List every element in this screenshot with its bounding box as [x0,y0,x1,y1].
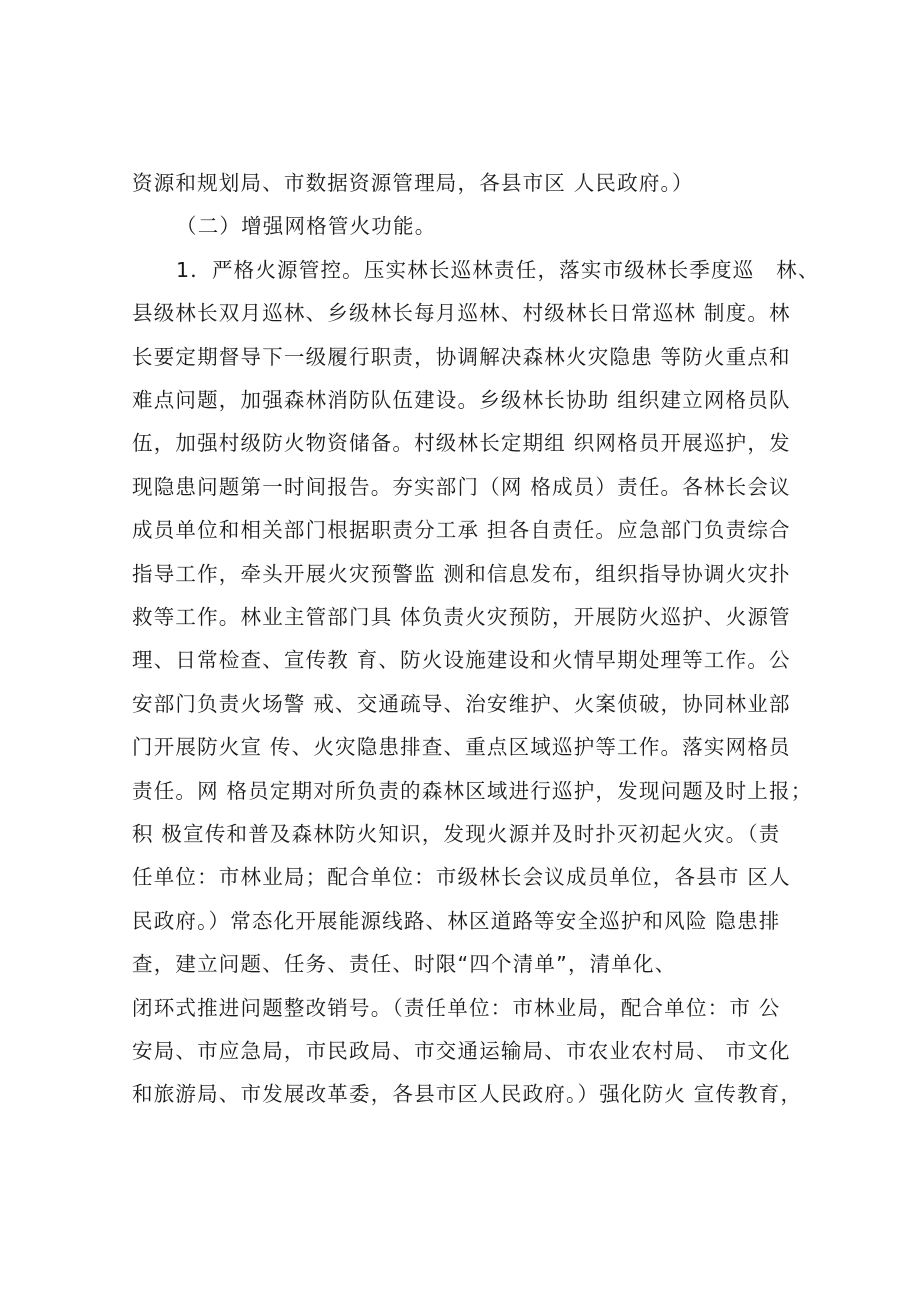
text-line: 救等工作。林业主管部门具 体负责火灾预防，开展防火巡护、火源管 [132,605,791,629]
text-line: 现隐患问题第一时间报告。夯实部门（网 格成员）责任。各林长会议 [132,475,791,499]
text-line: 安局、市应急局，市民政局、市交通运输局、市农业农村局、 市文化 [132,1039,791,1063]
text-line: 和旅游局、市发展改革委，各县市区人民政府。）强化防火 宣传教育， [132,1082,803,1106]
text-line: 查，建立问题、任务、责任、时限“四个清单”，清单化、 [132,952,677,976]
text-line: 县级林长双月巡林、乡级林长每月巡林、村级林长日常巡林 制度。林 [132,301,791,325]
section-heading: （二）增强网格管火功能。 [176,214,437,238]
text-line: 民政府。）常态化开展能源线路、林区道路等安全巡护和风险 隐患排 [132,909,781,933]
text-line: 闭环式推进问题整改销号。（责任单位：市林业局，配合单位：市 公 [132,996,781,1020]
text-line: 门开展防火宣 传、火灾隐患排查、重点区域巡护等工作。落实网格员 [132,735,791,759]
text-line: 安部门负责火场警 戒、交通疏导、治安维护、火案侦破，协同林业部 [132,692,791,716]
text-line: 任单位：市林业局；配合单位：市级林长会议成员单位，各县市 区人 [132,865,791,889]
text-line: 指导工作，牵头开展火灾预警监 测和信息发布，组织指导协调火灾扑 [132,562,791,586]
text-line: 资源和规划局、市数据资源管理局，各县市区 人民政府。） [132,171,694,195]
text-line: 积 极宣传和普及森林防火知识，发现火源并及时扑灭初起火灾。（责 [132,822,781,846]
text-line: 责任。网 格员定期对所负责的森林区域进行巡护，发现问题及时上报； [132,779,813,803]
text-line: 长要定期督导下一级履行职责，协调解决森林火灾隐患 等防火重点和 [132,345,791,369]
text-line: 成员单位和相关部门根据职责分工承 担各自责任。应急部门负责综合 [132,518,791,542]
text-line: 伍，加强村级防火物资储备。村级林长定期组 织网格员开展巡护，发 [132,431,791,455]
text-line: 理、日常检查、宣传教 育、防火设施建设和火情早期处理等工作。公 [132,648,791,672]
text-line: 1．严格火源管控。压实林长巡林责任，落实市级林长季度巡 林、 [176,258,820,282]
text-line: 难点问题，加强森林消防队伍建设。乡级林长协助 组织建立网格员队 [132,388,791,412]
